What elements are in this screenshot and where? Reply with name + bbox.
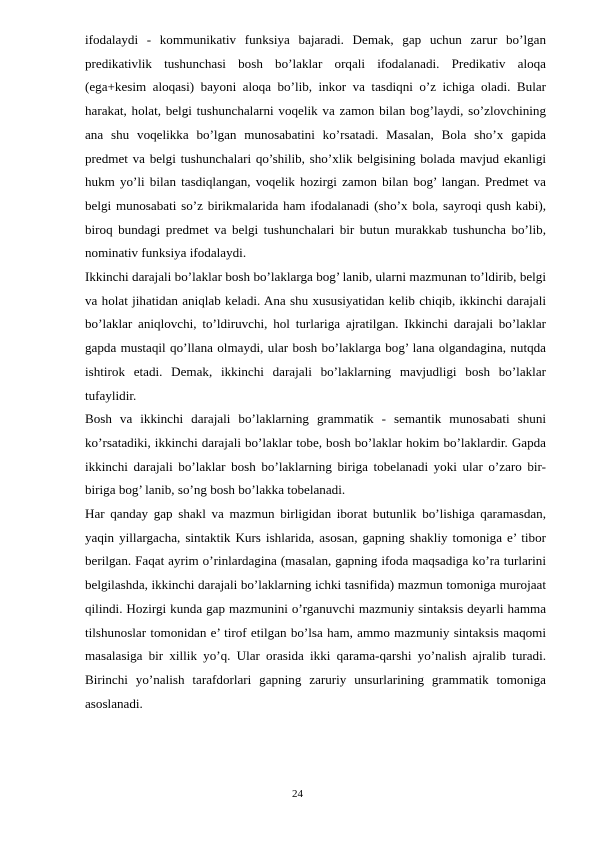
- body-text: [85, 28, 546, 715]
- paragraph-3: Bosh va ikkinchi darajali bo’laklarning grammatik - semantik munosabati shuni ko’rsatadiki, ikkinchi darajali bo’laklar tobe, bosh bo’laklar hokim bo’laklardir. Gapda ikkinchi darajali bo’laklar bosh bo’laklarning biriga tobelanadi yoki ular o’zaro bir-biriga bog’ lanib, so’ng bosh bo’lakka tobelanadi.: [85, 411, 546, 498]
- paragraph-1: ifodalaydi - kommunikativ funksiya bajaradi. Demak, gap uchun zarur bo’lgan predikativlik tushunchasi bosh bo’laklar orqali ifodalanadi. Predikativ aloqa (ega+kesim aloqasi) bayoni aloqa bo’lib, inkor va tasdiqni o’z ichiga oladi. Bular harakat, holat, belgi tushunchalarni voqelik va zamon bilan bog’laydi, so’zlovchining ana shu voqelikka bo’lgan munosabatini ko’rsatadi. Masalan, Bola sho’x gapida predmet va belgi tushunchalari qo’shilib, sho’xlik belgisining bolada mavjud ekanligi hukm yo’li bilan tasdiqlangan, voqelik hozirgi zamon bilan bog’ langan. Predmet va belgi munosabati so’z birikmalarida ham ifodalanadi (sho’x bola, sayroqi qush kabi), biroq bundagi predmet va belgi tushunchalari bir butun murakkab tushuncha bo’lib, nominativ funksiya ifodalaydi.: [85, 32, 546, 261]
- page-number: 24: [292, 788, 303, 800]
- paragraph-4: Har qanday gap shakl va mazmun birligidan iborat butunlik bo’lishiga qaramasdan, yaqin yillargacha, sintaktik Kurs ishlarida, asosan, gapning shakliy tomoniga e’ tibor berilgan. Faqat ayrim o’rinlardagina (masalan, gapning ifoda maqsadiga ko’ra turlarini belgilashda, ikkinchi darajali bo’laklarning ichki tasnifida) mazmun tomoniga murojaat qilindi. Hozirgi kunda gap mazmunini o’rganuvchi mazmuniy sintaksis deyarli hamma tilshunoslar tomonidan e’ tirof etilgan bo’lsa ham, ammo mazmuniy sintaksis maqomi masalasiga bir xillik yo’q. Ular orasida ikki qarama-qarshi yo’nalish ajralib turadi. Birinchi yo’nalish tarafdorlari gapning zaruriy unsurlarining grammatik tomoniga asoslanadi.: [85, 506, 546, 711]
- paragraph-2: Ikkinchi darajali bo’laklar bosh bo’laklarga bog’ lanib, ularni mazmunan to’ldirib, belgi va holat jihatidan aniqlab keladi. Ana shu xususiyatidan kelib chiqib, ikkinchi darajali bo’laklar aniqlovchi, to’ldiruvchi, hol turlariga ajratilgan. Ikkinchi darajali bo’laklar gapda mustaqil qo’llana olmaydi, ular bosh bo’laklarga bog’ lana olgandagina, nutqda ishtirok etadi. Demak, ikkinchi darajali bo’laklarning mavjudligi bosh bo’laklar tufaylidir.: [85, 269, 546, 403]
